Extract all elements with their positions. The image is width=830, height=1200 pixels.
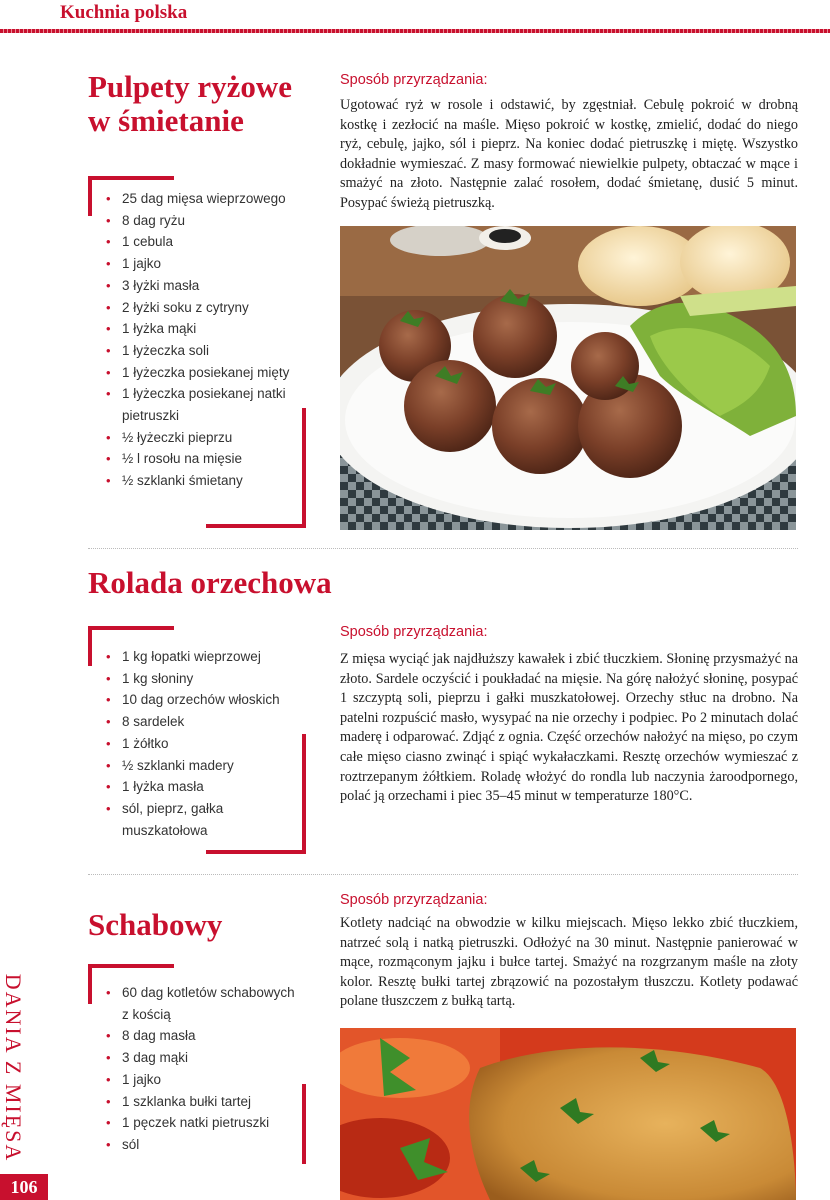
ingredients-box-rolada <box>94 626 306 854</box>
method-text-rolada: Z mięsa wyciąć jak najdłuższy kawałek i zbić tłuczkiem. Słoninę przysmażyć na złoto. Sardele oczyścić i poukładać na mięsie. Na górę nałożyć słoninę, posypać 1 szczyptą soli, pieprzu i gałki muszkatołowej. Orzechy stłuc na drobno. Na patelni rozpuścić masło, wysypać na nie orzechy i podpiec. Po 2 minutach dolać maderę i odparować. Zdjąć z ognia. Część orzechów nałożyć na mięso, po czym całe mięso ciasno zwinąć i spiąć wykałaczkami. Resztę orzechów wymieszać z roztrzepanym żółtkiem. Roladę włożyć do rondla lub naczynia żaroodpornego, polać ją orzechami i piec 35–45 minut w temperaturze 180°C. <box>340 651 798 805</box>
ingredient-item: • 25 dag mięsa wieprzowego <box>106 188 298 210</box>
ingredient-item: • sól <box>106 1134 298 1156</box>
ingredient-item: • 1 kg słoniny <box>106 668 298 690</box>
ingredient-list <box>94 972 306 1156</box>
frame-corner <box>88 176 92 216</box>
ingredient-item: • 60 dag kotletów schabowych z kością <box>106 982 298 1025</box>
method-label: Sposób przyrządzania: <box>340 892 488 908</box>
page-number: 106 <box>0 1174 48 1200</box>
frame-corner <box>88 176 174 180</box>
ingredients-box-schabowy <box>94 964 306 1164</box>
ingredient-item: • 10 dag orzechów włoskich <box>106 689 298 711</box>
ingredient-item: • 1 szklanka bułki tartej <box>106 1091 298 1113</box>
schabowy-illustration <box>340 1028 796 1200</box>
photo-schabowy <box>340 1028 796 1200</box>
frame-corner <box>302 408 306 528</box>
ingredient-item: • 3 łyżki masła <box>106 275 298 297</box>
frame-corner <box>88 626 92 666</box>
photo-meatballs <box>340 226 796 530</box>
frame-corner <box>88 626 174 630</box>
ingredient-item: • 8 sardelek <box>106 711 298 733</box>
ingredient-item: • 8 dag ryżu <box>106 210 298 232</box>
ingredient-item: • 1 cebula <box>106 231 298 253</box>
running-header <box>0 0 830 30</box>
ingredient-item: • 1 żółtko <box>106 733 298 755</box>
section-divider <box>88 548 798 549</box>
frame-corner <box>88 964 174 968</box>
ingredient-list <box>94 634 306 841</box>
ingredient-item: • 1 pęczek natki pietruszki <box>106 1112 298 1134</box>
section-divider <box>88 874 798 875</box>
method-text-pulpety: Ugotować ryż w rosole i odstawić, by zgęstniał. Cebulę pokroić w drobną kostkę i zezłocić na maśle. Mięso pokroić w kostkę, zmielić, dodać do niego ryż, cebulę, jajko, sól i pieprz. Na koniec dodać pietruszkę i miętę. Wszystko dokładnie wymieszać. Z masy formować niewielkie pulpety, obtaczać w mące i smażyć na złoto. Następnie zalać rosołem, dodać śmietanę, dusić 5 minut. Posypać świeżą pietruszką. <box>340 97 798 211</box>
ingredient-item: • 1 łyżka masła <box>106 776 298 798</box>
ingredient-item: • 1 kg łopatki wieprzowej <box>106 646 298 668</box>
frame-corner <box>206 850 306 854</box>
frame-corner <box>302 1084 306 1164</box>
ingredient-item: • sól, pieprz, gałka muszkatołowa <box>106 798 298 841</box>
recipe-title-rolada: Rolada orzechowa <box>88 565 332 600</box>
header-rule <box>0 29 830 33</box>
meatballs-illustration <box>340 226 796 530</box>
ingredient-item: • 1 łyżeczka soli <box>106 340 298 362</box>
recipe-title-pulpety: Pulpety ryżowe w śmietanie <box>88 69 293 138</box>
ingredient-item: • 1 łyżeczka posiekanej mięty <box>106 362 298 384</box>
ingredient-list <box>94 184 306 492</box>
header-title: Kuchnia polska <box>60 2 188 23</box>
ingredient-item: • ½ szklanki madery <box>106 755 298 777</box>
section-side-label: DANIA Z MIĘSA <box>1 973 26 1163</box>
method-label: Sposób przyrządzania: <box>340 624 488 640</box>
recipe-title-schabowy: Schabowy <box>88 907 223 942</box>
ingredient-item: • 1 jajko <box>106 1069 298 1091</box>
ingredients-box-pulpety <box>94 176 306 528</box>
ingredient-item: • ½ łyżeczki pieprzu <box>106 427 298 449</box>
ingredient-item: • ½ l rosołu na mięsie <box>106 448 298 470</box>
frame-corner <box>302 734 306 854</box>
frame-corner <box>206 524 306 528</box>
ingredient-item: • 2 łyżki soku z cytryny <box>106 297 298 319</box>
ingredient-item: • 1 łyżeczka posiekanej natki pietruszki <box>106 383 298 426</box>
ingredient-item: • 1 jajko <box>106 253 298 275</box>
ingredient-item: • 8 dag masła <box>106 1025 298 1047</box>
method-text-schabowy: Kotlety nadciąć na obwodzie w kilku miejscach. Mięso lekko zbić tłuczkiem, natrzeć solą i natką pietruszki. Odłożyć na 30 minut. Następnie panierować w mące, rozmąconym jajku i bułce tartej. Smażyć na rozgrzanym maśle na złoty kolor. Resztę bułki tartej zbrązowić na pozostałym tłuszczu. Kotlety podawać polane tłuszczem z bułką tartą. <box>340 915 798 1010</box>
ingredient-item: • 1 łyżka mąki <box>106 318 298 340</box>
ingredient-item: • ½ szklanki śmietany <box>106 470 298 492</box>
method-label: Sposób przyrządzania: <box>340 72 488 88</box>
frame-corner <box>88 964 92 1004</box>
ingredient-item: • 3 dag mąki <box>106 1047 298 1069</box>
